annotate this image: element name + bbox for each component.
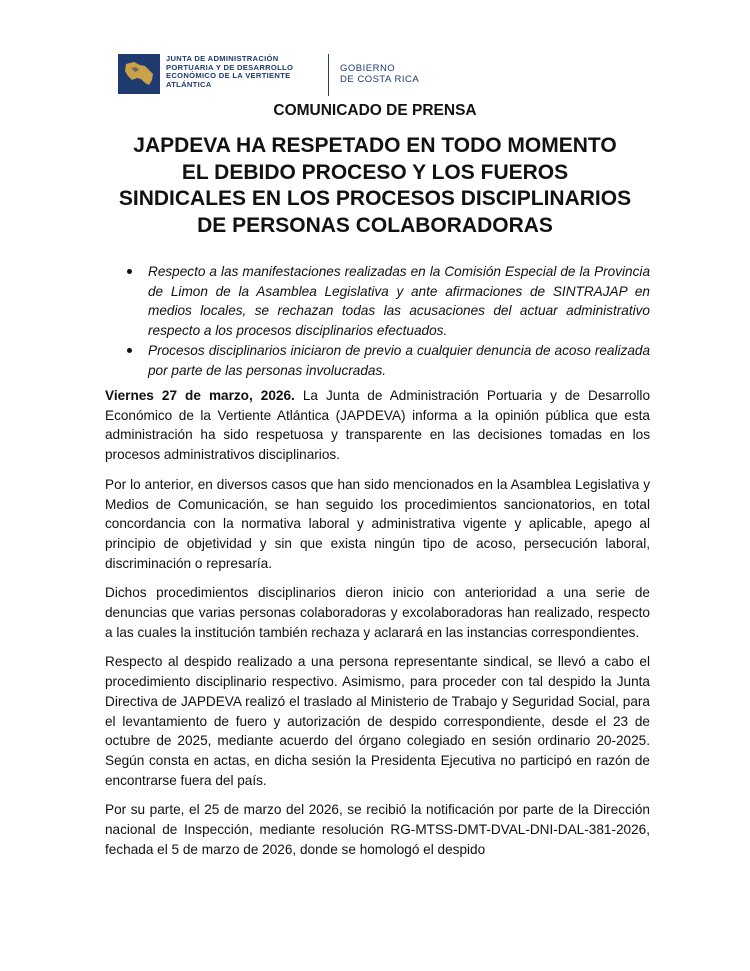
letterhead: [118, 52, 448, 96]
agency-line: ATLÁNTICA: [166, 79, 212, 89]
headline-line: DE PERSONAS COLABORADORAS: [197, 213, 553, 237]
government-name: [340, 63, 419, 85]
agency-line: PORTUARIA Y DE DESARROLLO: [166, 62, 294, 72]
header-divider: [328, 54, 329, 96]
dateline: Viernes 27 de marzo, 2026.: [105, 388, 295, 403]
body-paragraph: [105, 386, 650, 465]
summary-bullet-text: Respecto a las manifestaciones realizadas en la Comisión Especial de la Provincia de Limon de la Asamblea Legislativa y ante afirmaciones de SINTRAJAP en medios locales, se rechazan todas las acusaciones del actuar administrativo respecto a los procesos disciplinarios efectuados.: [148, 264, 650, 339]
body-paragraph: Dichos procedimientos disciplinarios dieron inicio con anterioridad a una serie de denuncias que varias personas colaboradoras y excolaboradoras han realizado, respecto a las cuales la institución también rechaza y aclarará en las instancias correspondientes.: [105, 585, 650, 640]
government-line: DE COSTA RICA: [340, 74, 420, 85]
costa-rica-map-icon: [118, 54, 160, 94]
body-paragraph: Por lo anterior, en diversos casos que han sido mencionados en la Asamblea Legislativa y Medios de Comunicación, se han seguido los procedimientos sancionatorios, en total concordancia con la normativa laboral y administrativa vigente y aplicable, apego al principio de objetividad y sin que exista ningún tipo de acoso, persecución laboral, discriminación o represaría.: [105, 476, 650, 571]
agency-line: ECONÓMICO DE LA VERTIENTE: [166, 71, 291, 81]
summary-bullet-text: Procesos disciplinarios iniciaron de previo a cualquier denuncia de acoso realizada por parte de las personas involucradas.: [148, 342, 650, 378]
press-release-label: COMUNICADO DE PRENSA: [273, 102, 477, 119]
summary-bullet: [122, 341, 650, 380]
headline-line: EL DEBIDO PROCESO Y LOS FUEROS: [181, 160, 569, 184]
japdeva-logo: [118, 54, 160, 94]
headline-line: JAPDEVA HA RESPETADO EN TODO MOMENTO: [133, 134, 617, 157]
agency-name: [166, 55, 293, 89]
summary-bullet: [122, 262, 650, 341]
body-paragraph: Por su parte, el 25 de marzo del 2026, se recibió la notificación por parte de la Dirección nacional de Inspección, mediante resolución RG-MTSS-DMT-DVAL-DNI-DAL-381-2026, fechada el 5 de marzo de 2026, donde se homologó el despido: [105, 802, 650, 857]
agency-line: JUNTA DE ADMINISTRACIÓN: [166, 54, 279, 63]
summary-bullets: [122, 262, 650, 380]
bullet-dot-icon: [127, 269, 132, 274]
article-body: [105, 386, 650, 869]
headline-line: SINDICALES EN LOS PROCESOS DISCIPLINARIOS: [118, 187, 632, 210]
body-paragraph-text: La Junta de Administración Portuaria y de Desarrollo Económico de la Vertiente Atlántica (JAPDEVA) informa a la opinión pública que esta administración ha sido respetuosa y transparente en las decisiones tomadas en los procesos administrativos disciplinarios.: [105, 388, 651, 463]
headline: [100, 133, 650, 239]
government-line: GOBIERNO: [340, 63, 396, 74]
body-paragraph: Respecto al despido realizado a una persona representante sindical, se llevó a cabo el procedimiento disciplinario respectivo. Asimismo, para proceder con tal despido la Junta Directiva de JAPDEVA realizó el traslado al Ministerio de Trabajo y Seguridad Social, para el levantamiento de fuero y autorización de despido correspondiente, desde el 23 de octubre de 2025, mediante acuerdo del órgano colegiado en sesión ordinario 20-2025. Según consta en actas, en dicha sesión la Presidenta Ejecutiva no participó en razón de encontrarse fuera del país.: [105, 654, 650, 788]
bullet-dot-icon: [127, 348, 132, 353]
